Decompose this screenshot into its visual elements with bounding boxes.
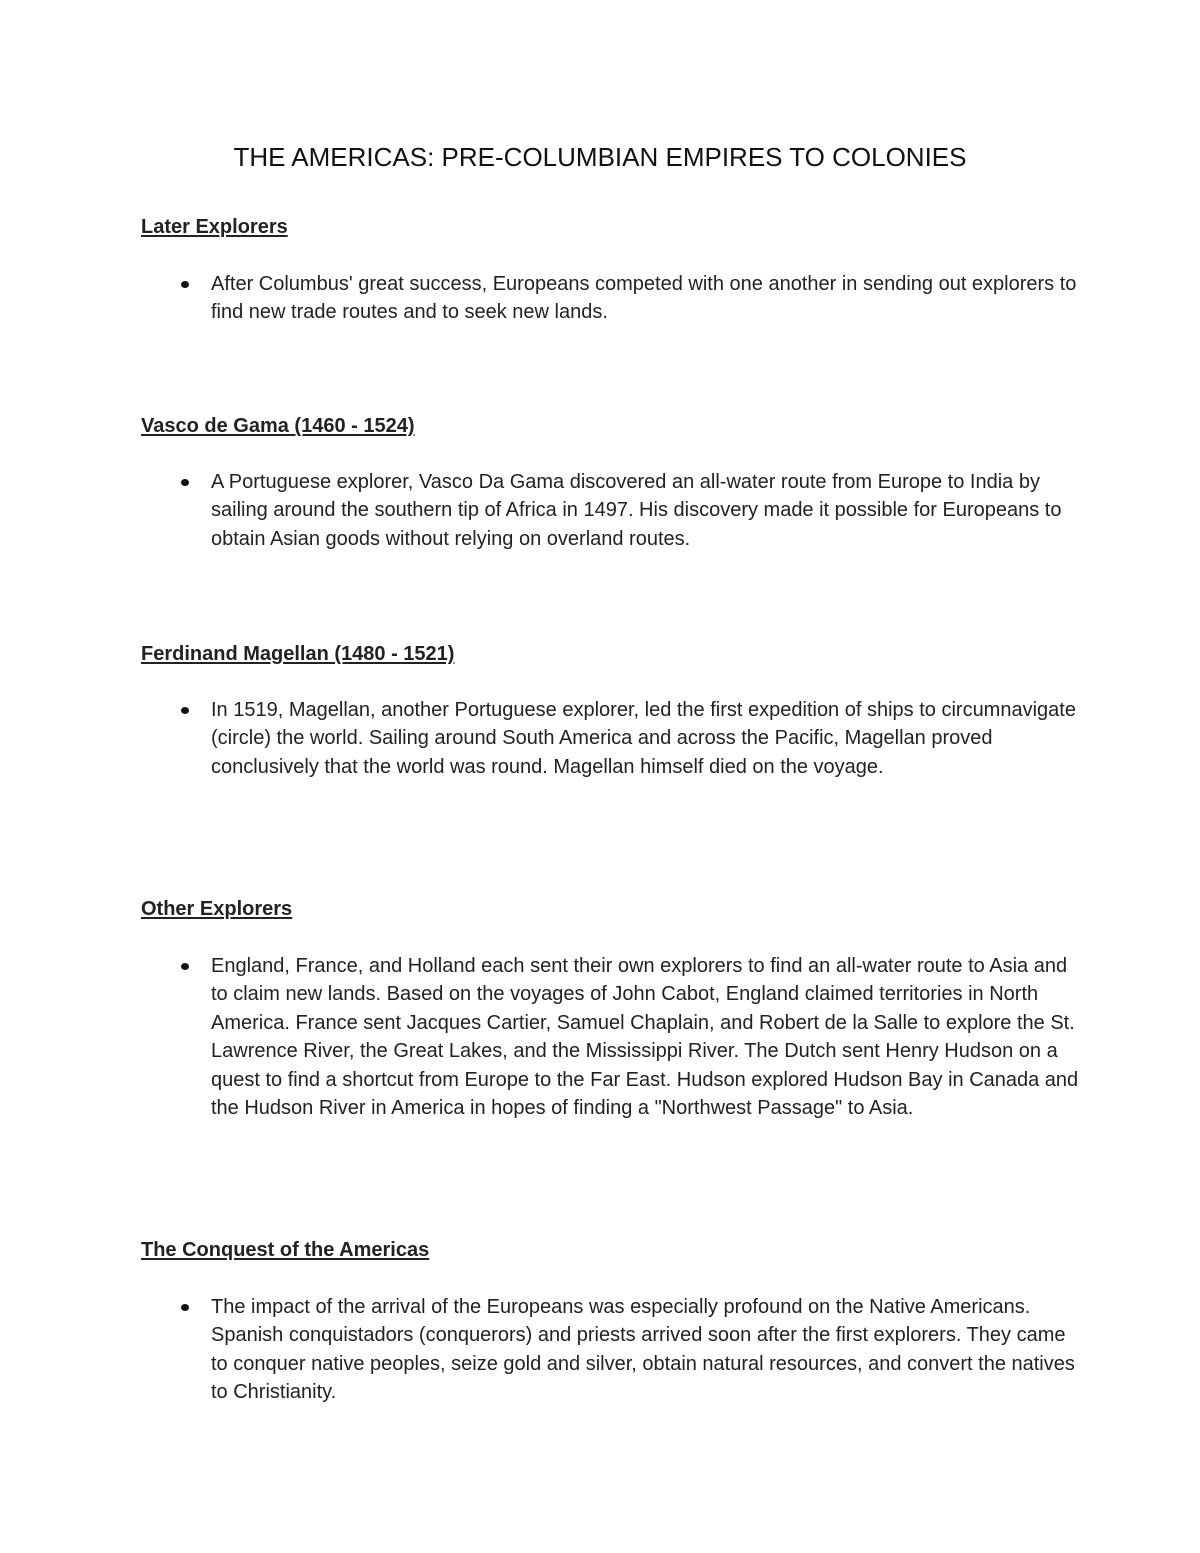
section-ferdinand-magellan (141, 640, 1081, 778)
list-item-text: After Columbus' great success, Europeans competed with one another in sending out explorers to find new trade routes and to seek new lands. (211, 273, 1077, 324)
list-item-text: In 1519, Magellan, another Portuguese explorer, led the first expedition of ships to circumnavigate (circle) the world. Sailing around South America and across the Pacific, Magellan proved conclusively that the world was round. Magellan himself died on the voyage. (211, 699, 1076, 778)
bullet-list (141, 696, 1081, 781)
bullet-icon (181, 479, 189, 486)
section-heading: Vasco de Gama (1460 - 1524) (141, 415, 415, 437)
list-item (141, 1293, 1081, 1407)
list-item-text: The impact of the arrival of the Europeans was especially profound on the Native Americans. Spanish conquistadors (conquerors) and priests arrived soon after the first explorers. They came to conquer native peoples, seize gold and silver, obtain natural resources, and convert the natives to Christianity. (211, 1296, 1075, 1404)
page-title: THE AMERICAS: PRE-COLUMBIAN EMPIRES TO COLONIES (233, 142, 967, 172)
bullet-icon (181, 707, 189, 714)
list-item (141, 952, 1081, 1122)
section-vasco-de-gama (141, 412, 1081, 550)
section-heading: Later Explorers (141, 216, 288, 238)
section-other-explorers (141, 895, 1081, 1120)
bullet-icon (181, 963, 189, 970)
section-later-explorers (141, 213, 1081, 324)
section-heading: The Conquest of the Americas (141, 1239, 430, 1261)
section-conquest-of-americas (141, 1236, 1081, 1404)
list-item-text: England, France, and Holland each sent their own explorers to find an all-water route to Asia and to claim new lands. Based on the voyages of John Cabot, England claimed territories in North America. France sent Jacques Cartier, Samuel Chaplain, and Robert de la Salle to explore the St. Lawrence River, the Great Lakes, and the Mississippi River. The Dutch sent Henry Hudson on a quest to find a shortcut from Europe to the Far East. Hudson explored Hudson Bay in Canada and the Hudson River in America in hopes of finding a "Northwest Passage" to Asia. (211, 955, 1079, 1120)
bullet-icon (181, 1304, 189, 1311)
list-item (141, 468, 1081, 553)
list-item (141, 696, 1081, 781)
section-heading: Ferdinand Magellan (1480 - 1521) (141, 643, 455, 665)
list-item (141, 270, 1081, 327)
bullet-list (141, 468, 1081, 553)
section-heading: Other Explorers (141, 898, 293, 920)
bullet-list (141, 270, 1081, 327)
bullet-list (141, 1293, 1081, 1407)
bullet-list (141, 952, 1081, 1122)
list-item-text: A Portuguese explorer, Vasco Da Gama discovered an all-water route from Europe to India by sailing around the southern tip of Africa in 1497. His discovery made it possible for Europeans to obtain Asian goods without relying on overland routes. (211, 471, 1062, 550)
bullet-icon (181, 281, 189, 288)
